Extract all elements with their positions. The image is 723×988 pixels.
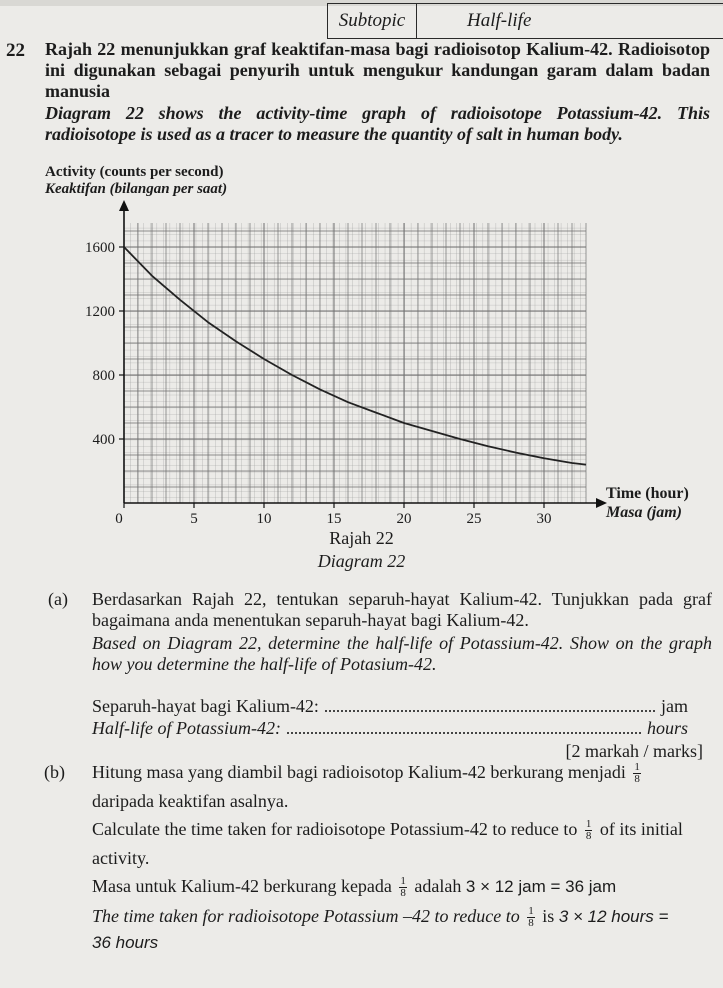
x-tick-label: 25 <box>466 511 482 525</box>
fraction-one-eighth <box>633 762 641 785</box>
x-tick-label: 30 <box>536 511 552 525</box>
y-tick-label: 800 <box>92 368 115 384</box>
part-b-answer-bm <box>92 876 616 899</box>
answer-label-en: Half-life of Potassium-42: <box>92 718 281 738</box>
fraction-denominator: 8 <box>528 917 534 930</box>
x-tick-label: 15 <box>326 511 342 525</box>
x-tick-label: 20 <box>396 511 412 525</box>
y-tick-label: 400 <box>92 432 115 448</box>
answer-unit-en: hours <box>646 718 688 738</box>
answer-unit-bm: jam <box>661 696 688 716</box>
x-tick-label: 5 <box>190 511 198 525</box>
part-b-text-en-1: Calculate the time taken for radioisotope Potassium-42 to reduce to <box>92 819 578 839</box>
fraction-one-eighth <box>399 876 407 899</box>
question-number: 22 <box>6 40 25 61</box>
fraction-numerator: 1 <box>634 761 640 774</box>
answer-en-result: 36 hours <box>92 933 159 952</box>
part-a-text-en: Based on Diagram 22, determine the half-life of Potassium-42. Show on the graph how you determine the half-life of Potasium-42. <box>92 633 712 674</box>
x-tick-label: 10 <box>256 511 272 525</box>
answer-row-en <box>92 718 688 739</box>
part-b-line-1 <box>92 762 644 785</box>
fraction-denominator: 8 <box>634 773 640 786</box>
x-tick-label: 0 <box>115 511 123 525</box>
answer-blank-bm[interactable] <box>325 710 655 712</box>
y-tick-label: 1600 <box>85 240 115 256</box>
part-b-answer-en <box>92 906 668 929</box>
question-intro-bm: Rajah 22 menunjukkan graf keaktifan-masa bagi radioisotop Kalium-42. Radioisotop ini digunakan sebagai penyurih untuk mengukur kandungan garam dalam badan manusia <box>45 39 710 101</box>
part-b-label: (b) <box>44 762 65 782</box>
part-b-text-bm-2: daripada keaktifan asalnya. <box>92 791 289 811</box>
subtopic-label: Subtopic <box>328 4 417 38</box>
fraction-one-eighth <box>585 819 593 842</box>
part-b-line-3 <box>92 819 683 842</box>
part-b-text-en-3: activity. <box>92 848 150 868</box>
subtopic-value: Half-life <box>467 10 532 31</box>
answer-en-calculation: 3 × 12 hours = <box>558 907 669 926</box>
x-axis-label-bm: Masa (jam) <box>606 504 682 521</box>
answer-bm-text-2: adalah <box>414 876 462 896</box>
answer-label-bm: Separuh-hayat bagi Kalium-42: <box>92 696 319 716</box>
answer-en-text-2: is <box>542 906 555 926</box>
part-a-text-bm: Berdasarkan Rajah 22, tentukan separuh-hayat Kalium-42. Tunjukkan pada graf bagaimana anda menentukan separuh-hayat bagi Kalium-42. <box>92 589 712 630</box>
fraction-numerator: 1 <box>528 905 534 918</box>
fraction-numerator: 1 <box>585 818 592 831</box>
subtopic-header-table <box>327 3 723 39</box>
y-tick-label: 1200 <box>85 304 115 320</box>
part-b-text-en-2: of its initial <box>599 819 683 839</box>
answer-bm-calculation: 3 × 12 jam = 36 jam <box>465 877 617 896</box>
fraction-numerator: 1 <box>400 875 406 888</box>
answer-bm-text-1: Masa untuk Kalium-42 berkurang kepada <box>92 876 392 896</box>
fraction-denominator: 8 <box>400 887 406 900</box>
question-intro-en: Diagram 22 shows the activity-time graph of radioisotope Potassium-42. This radioisotope is used as a tracer to measure the quantity of salt in human body. <box>45 103 710 144</box>
x-axis-label-en: Time (hour) <box>606 485 689 502</box>
marks-allocation: [2 markah / marks] <box>565 741 703 761</box>
part-a-label: (a) <box>48 589 68 609</box>
y-axis-arrow <box>119 200 129 211</box>
y-axis-label-en: Activity (counts per second) <box>45 164 224 180</box>
diagram-caption-bm: Rajah 22 <box>329 528 394 548</box>
answer-en-text-1: The time taken for radioisotope Potassium –42 to reduce to <box>92 906 520 926</box>
y-axis-label-bm: Keaktifan (bilangan per saat) <box>45 181 228 197</box>
diagram-caption-en: Diagram 22 <box>317 551 406 571</box>
fraction-denominator: 8 <box>585 830 592 843</box>
grid-minor <box>124 223 586 503</box>
answer-row-bm <box>92 696 688 717</box>
answer-blank-en[interactable] <box>287 732 641 734</box>
activity-time-graph <box>0 195 723 525</box>
fraction-one-eighth <box>527 906 535 929</box>
part-b-text-bm-1: Hitung masa yang diambil bagi radioisotop Kalium-42 berkurang menjadi <box>92 762 626 782</box>
